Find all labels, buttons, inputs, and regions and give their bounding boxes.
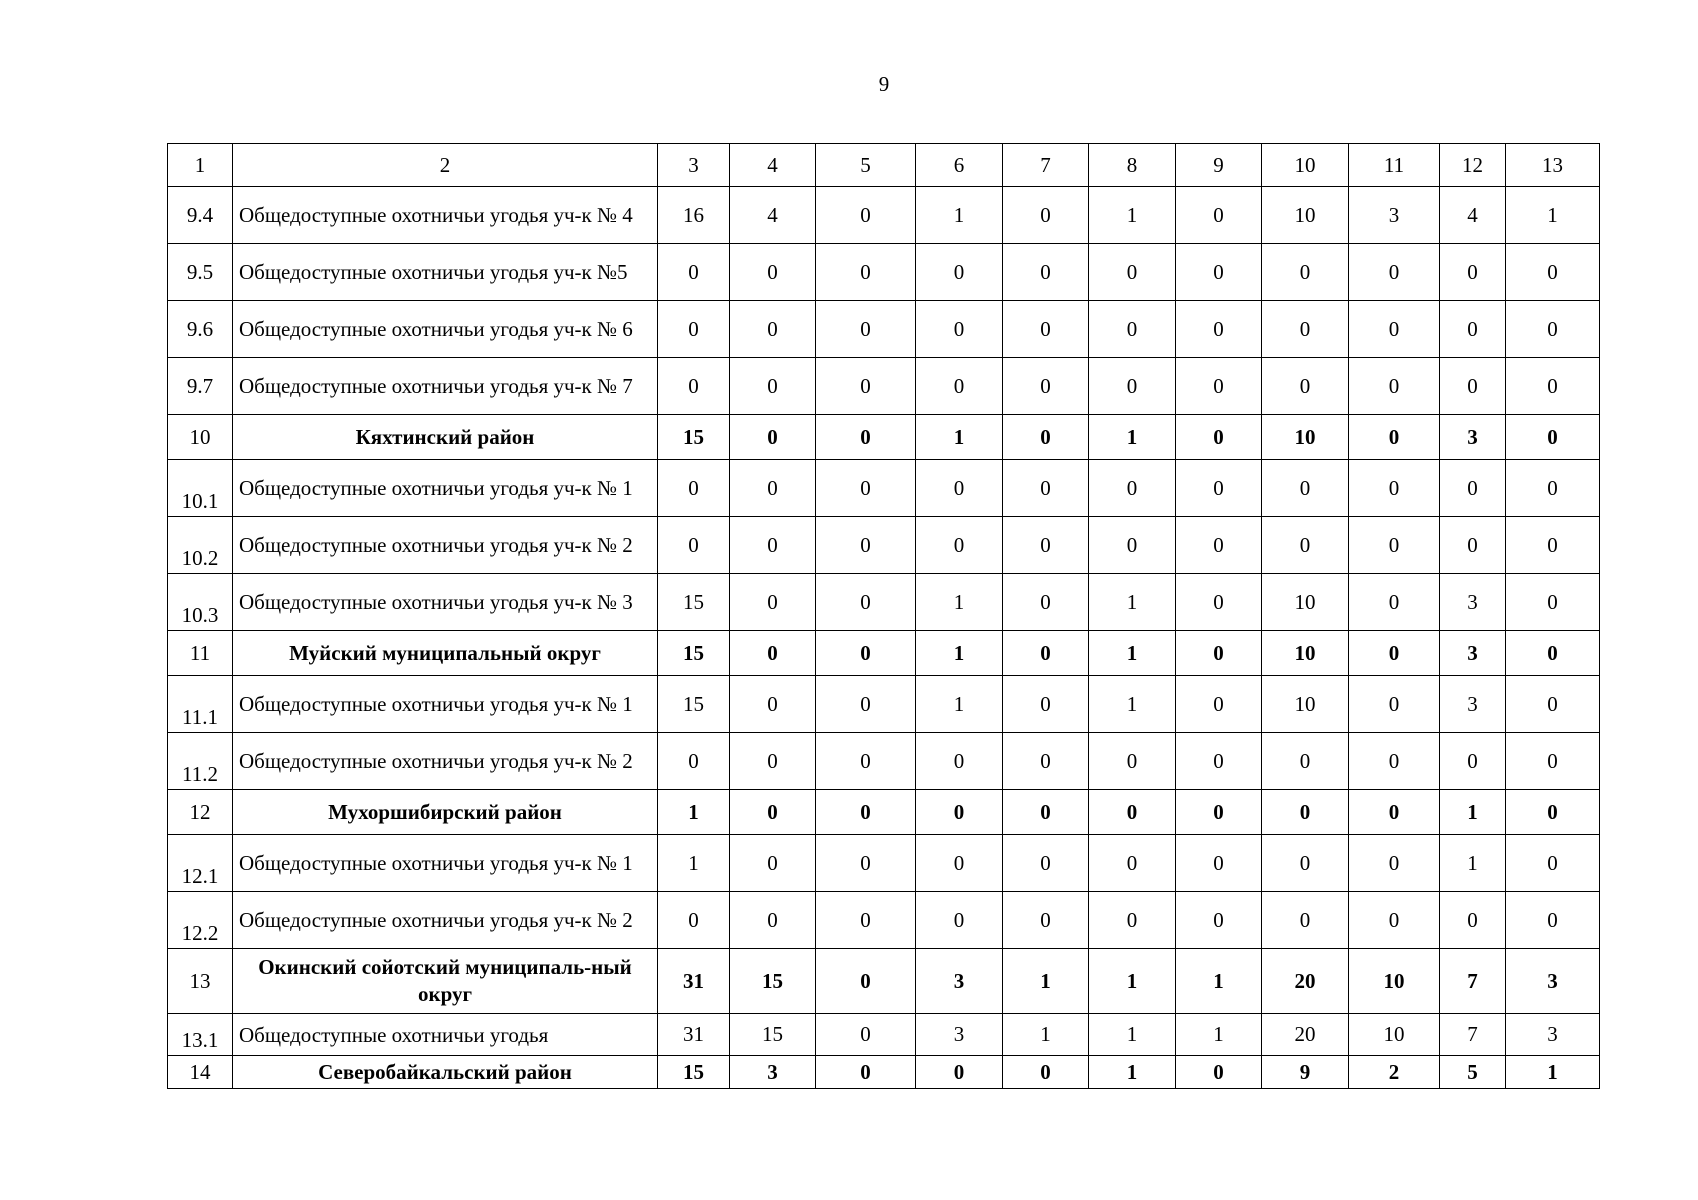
header-cell: 11: [1349, 144, 1440, 187]
value-cell: 0: [916, 460, 1003, 517]
value-cell: 0: [1089, 892, 1176, 949]
value-cell: 0: [1176, 187, 1262, 244]
value-cell: 4: [730, 187, 816, 244]
value-cell: 0: [1440, 358, 1506, 415]
value-cell: 0: [816, 1056, 916, 1089]
value-cell: 0: [1003, 790, 1089, 835]
row-name: Мухоршибирский район: [233, 790, 658, 835]
header-cell: 13: [1506, 144, 1600, 187]
value-cell: 0: [1003, 187, 1089, 244]
value-cell: 0: [816, 187, 916, 244]
value-cell: 0: [658, 733, 730, 790]
value-cell: 0: [658, 892, 730, 949]
value-cell: 0: [1506, 790, 1600, 835]
district-row: [168, 949, 1600, 1014]
row-number: 11: [168, 631, 233, 676]
page-number: 9: [878, 72, 890, 96]
value-cell: 0: [1349, 301, 1440, 358]
value-cell: 10: [1349, 949, 1440, 1014]
row-number: 9.6: [168, 301, 233, 358]
value-cell: 0: [1440, 301, 1506, 358]
value-cell: 20: [1262, 949, 1349, 1014]
table-row: [168, 1014, 1600, 1056]
row-number: 11.1: [168, 676, 233, 733]
header-cell: 12: [1440, 144, 1506, 187]
table-row: [168, 460, 1600, 517]
value-cell: 15: [658, 1056, 730, 1089]
value-cell: 0: [1176, 415, 1262, 460]
value-cell: 1: [916, 574, 1003, 631]
value-cell: 10: [1262, 631, 1349, 676]
value-cell: 0: [1349, 574, 1440, 631]
table-row: [168, 574, 1600, 631]
value-cell: 0: [1440, 517, 1506, 574]
value-cell: 0: [1506, 835, 1600, 892]
value-cell: 0: [1262, 358, 1349, 415]
value-cell: 0: [1262, 460, 1349, 517]
value-cell: 0: [1176, 790, 1262, 835]
value-cell: 3: [916, 949, 1003, 1014]
value-cell: 0: [1349, 358, 1440, 415]
table-row: [168, 187, 1600, 244]
row-name: Муйский муниципальный округ: [233, 631, 658, 676]
table-row: [168, 835, 1600, 892]
value-cell: 0: [1176, 301, 1262, 358]
row-name: Общедоступные охотничьи угодья уч-к № 7: [233, 358, 658, 415]
value-cell: 0: [916, 790, 1003, 835]
value-cell: 0: [1262, 892, 1349, 949]
value-cell: 3: [730, 1056, 816, 1089]
value-cell: 0: [1089, 835, 1176, 892]
value-cell: 0: [1176, 574, 1262, 631]
value-cell: 0: [1262, 517, 1349, 574]
value-cell: 0: [658, 460, 730, 517]
value-cell: 15: [658, 631, 730, 676]
value-cell: 1: [1089, 1056, 1176, 1089]
value-cell: 3: [1506, 1014, 1600, 1056]
value-cell: 10: [1262, 574, 1349, 631]
value-cell: 0: [1506, 244, 1600, 301]
value-cell: 1: [1089, 1014, 1176, 1056]
value-cell: 0: [1003, 244, 1089, 301]
district-row: [168, 1056, 1600, 1089]
row-name: Общедоступные охотничьи угодья уч-к № 2: [233, 892, 658, 949]
value-cell: 0: [1176, 358, 1262, 415]
value-cell: 0: [1506, 460, 1600, 517]
row-name: Кяхтинский район: [233, 415, 658, 460]
value-cell: 0: [816, 631, 916, 676]
value-cell: 3: [1440, 415, 1506, 460]
value-cell: 0: [1003, 574, 1089, 631]
value-cell: 0: [1349, 460, 1440, 517]
row-name: Общедоступные охотничьи угодья: [233, 1014, 658, 1056]
value-cell: 0: [1349, 676, 1440, 733]
value-cell: 10: [1262, 187, 1349, 244]
value-cell: 1: [658, 790, 730, 835]
value-cell: 0: [1089, 358, 1176, 415]
value-cell: 0: [1506, 574, 1600, 631]
value-cell: 0: [816, 892, 916, 949]
value-cell: 0: [1506, 631, 1600, 676]
value-cell: 0: [1506, 358, 1600, 415]
value-cell: 10: [1262, 415, 1349, 460]
value-cell: 0: [816, 460, 916, 517]
value-cell: 15: [658, 574, 730, 631]
value-cell: 0: [1349, 790, 1440, 835]
table-row: [168, 676, 1600, 733]
value-cell: 0: [730, 790, 816, 835]
value-cell: 9: [1262, 1056, 1349, 1089]
row-number: 10.3: [168, 574, 233, 631]
value-cell: 0: [1440, 892, 1506, 949]
value-cell: 15: [658, 415, 730, 460]
row-number: 13.1: [168, 1014, 233, 1056]
header-cell: 1: [168, 144, 233, 187]
value-cell: 0: [816, 517, 916, 574]
value-cell: 0: [1176, 517, 1262, 574]
value-cell: 7: [1440, 949, 1506, 1014]
value-cell: 0: [1506, 676, 1600, 733]
row-name: Общедоступные охотничьи угодья уч-к № 2: [233, 517, 658, 574]
value-cell: 1: [1506, 187, 1600, 244]
value-cell: 0: [1506, 733, 1600, 790]
value-cell: 0: [730, 460, 816, 517]
value-cell: 0: [816, 1014, 916, 1056]
header-cell: 10: [1262, 144, 1349, 187]
row-name: Окинский сойотский муниципаль-ный округ: [233, 949, 658, 1014]
value-cell: 0: [658, 244, 730, 301]
value-cell: 0: [816, 733, 916, 790]
table-body: [168, 144, 1600, 1089]
value-cell: 3: [1440, 574, 1506, 631]
value-cell: 0: [1349, 244, 1440, 301]
row-number: 9.7: [168, 358, 233, 415]
value-cell: 0: [1440, 733, 1506, 790]
value-cell: 0: [1003, 301, 1089, 358]
value-cell: 0: [1262, 733, 1349, 790]
value-cell: 0: [730, 244, 816, 301]
row-number: 14: [168, 1056, 233, 1089]
value-cell: 3: [1349, 187, 1440, 244]
value-cell: 0: [1003, 835, 1089, 892]
value-cell: 1: [916, 631, 1003, 676]
value-cell: 0: [816, 676, 916, 733]
value-cell: 0: [1349, 517, 1440, 574]
value-cell: 3: [1440, 631, 1506, 676]
value-cell: 0: [816, 574, 916, 631]
district-row: [168, 790, 1600, 835]
value-cell: 3: [916, 1014, 1003, 1056]
value-cell: 0: [816, 949, 916, 1014]
value-cell: 0: [1089, 517, 1176, 574]
value-cell: 0: [1262, 244, 1349, 301]
value-cell: 0: [816, 415, 916, 460]
value-cell: 15: [730, 1014, 816, 1056]
value-cell: 0: [816, 301, 916, 358]
value-cell: 1: [1440, 835, 1506, 892]
value-cell: 0: [1003, 631, 1089, 676]
value-cell: 20: [1262, 1014, 1349, 1056]
value-cell: 0: [1262, 835, 1349, 892]
value-cell: 0: [730, 892, 816, 949]
value-cell: 0: [1176, 892, 1262, 949]
value-cell: 0: [730, 574, 816, 631]
value-cell: 1: [1506, 1056, 1600, 1089]
row-name: Общедоступные охотничьи угодья уч-к № 3: [233, 574, 658, 631]
header-cell: 2: [233, 144, 658, 187]
value-cell: 5: [1440, 1056, 1506, 1089]
value-cell: 0: [1349, 835, 1440, 892]
value-cell: 0: [730, 358, 816, 415]
value-cell: 0: [730, 301, 816, 358]
value-cell: 0: [1003, 517, 1089, 574]
row-name: Общедоступные охотничьи угодья уч-к № 1: [233, 835, 658, 892]
table-row: [168, 517, 1600, 574]
row-number: 9.4: [168, 187, 233, 244]
row-name: Общедоступные охотничьи угодья уч-к № 2: [233, 733, 658, 790]
value-cell: 16: [658, 187, 730, 244]
value-cell: 0: [916, 244, 1003, 301]
header-cell: 7: [1003, 144, 1089, 187]
value-cell: 0: [1349, 733, 1440, 790]
value-cell: 0: [1089, 790, 1176, 835]
value-cell: 1: [916, 415, 1003, 460]
row-name: Общедоступные охотничьи угодья уч-к №5: [233, 244, 658, 301]
value-cell: 31: [658, 1014, 730, 1056]
district-row: [168, 415, 1600, 460]
row-number: 12.1: [168, 835, 233, 892]
row-number: 13: [168, 949, 233, 1014]
header-row: [168, 144, 1600, 187]
value-cell: 0: [1089, 733, 1176, 790]
value-cell: 0: [1262, 790, 1349, 835]
value-cell: 31: [658, 949, 730, 1014]
value-cell: 1: [1003, 1014, 1089, 1056]
table-row: [168, 358, 1600, 415]
value-cell: 0: [1506, 301, 1600, 358]
value-cell: 0: [816, 790, 916, 835]
value-cell: 0: [1089, 301, 1176, 358]
value-cell: 0: [916, 733, 1003, 790]
value-cell: 0: [1003, 415, 1089, 460]
value-cell: 0: [916, 358, 1003, 415]
header-cell: 4: [730, 144, 816, 187]
value-cell: 0: [730, 835, 816, 892]
value-cell: 0: [1506, 517, 1600, 574]
header-cell: 6: [916, 144, 1003, 187]
value-cell: 4: [1440, 187, 1506, 244]
value-cell: 1: [658, 835, 730, 892]
value-cell: 1: [1089, 574, 1176, 631]
value-cell: 0: [1176, 1056, 1262, 1089]
table-row: [168, 733, 1600, 790]
value-cell: 7: [1440, 1014, 1506, 1056]
value-cell: 0: [730, 733, 816, 790]
value-cell: 1: [1089, 415, 1176, 460]
value-cell: 0: [816, 358, 916, 415]
header-cell: 5: [816, 144, 916, 187]
value-cell: 0: [916, 1056, 1003, 1089]
value-cell: 0: [730, 415, 816, 460]
value-cell: 0: [658, 517, 730, 574]
data-table: [167, 143, 1600, 1089]
value-cell: 1: [1176, 949, 1262, 1014]
value-cell: 0: [1262, 301, 1349, 358]
value-cell: 0: [1176, 835, 1262, 892]
row-number: 9.5: [168, 244, 233, 301]
value-cell: 0: [1003, 733, 1089, 790]
row-number: 10.1: [168, 460, 233, 517]
value-cell: 1: [916, 676, 1003, 733]
value-cell: 1: [1089, 631, 1176, 676]
header-cell: 9: [1176, 144, 1262, 187]
value-cell: 2: [1349, 1056, 1440, 1089]
table-row: [168, 244, 1600, 301]
row-number: 12.2: [168, 892, 233, 949]
row-name: Общедоступные охотничьи угодья уч-к № 1: [233, 460, 658, 517]
row-name: Общедоступные охотничьи угодья уч-к № 4: [233, 187, 658, 244]
value-cell: 0: [1003, 358, 1089, 415]
value-cell: 0: [916, 835, 1003, 892]
value-cell: 1: [1176, 1014, 1262, 1056]
value-cell: 0: [1176, 631, 1262, 676]
value-cell: 0: [916, 517, 1003, 574]
value-cell: 0: [1003, 892, 1089, 949]
value-cell: 0: [816, 835, 916, 892]
value-cell: 1: [1089, 187, 1176, 244]
value-cell: 0: [1176, 460, 1262, 517]
row-number: 12: [168, 790, 233, 835]
value-cell: 0: [816, 244, 916, 301]
value-cell: 0: [730, 517, 816, 574]
value-cell: 0: [730, 676, 816, 733]
value-cell: 0: [658, 358, 730, 415]
header-cell: 3: [658, 144, 730, 187]
value-cell: 0: [658, 301, 730, 358]
value-cell: 0: [1440, 460, 1506, 517]
value-cell: 1: [1003, 949, 1089, 1014]
value-cell: 0: [1506, 415, 1600, 460]
value-cell: 0: [1176, 244, 1262, 301]
value-cell: 0: [1349, 892, 1440, 949]
value-cell: 0: [1089, 460, 1176, 517]
value-cell: 15: [658, 676, 730, 733]
value-cell: 0: [1003, 1056, 1089, 1089]
value-cell: 0: [1176, 733, 1262, 790]
value-cell: 1: [1089, 949, 1176, 1014]
value-cell: 0: [1506, 892, 1600, 949]
value-cell: 0: [1089, 244, 1176, 301]
value-cell: 0: [916, 892, 1003, 949]
value-cell: 10: [1349, 1014, 1440, 1056]
value-cell: 0: [1003, 460, 1089, 517]
value-cell: 0: [1440, 244, 1506, 301]
row-name: Общедоступные охотничьи угодья уч-к № 1: [233, 676, 658, 733]
row-number: 10.2: [168, 517, 233, 574]
value-cell: 1: [916, 187, 1003, 244]
value-cell: 0: [1176, 676, 1262, 733]
row-number: 10: [168, 415, 233, 460]
value-cell: 0: [916, 301, 1003, 358]
value-cell: 1: [1440, 790, 1506, 835]
table-row: [168, 301, 1600, 358]
row-number: 11.2: [168, 733, 233, 790]
row-name: Северобайкальский район: [233, 1056, 658, 1089]
district-row: [168, 631, 1600, 676]
row-name: Общедоступные охотничьи угодья уч-к № 6: [233, 301, 658, 358]
value-cell: 3: [1506, 949, 1600, 1014]
value-cell: 15: [730, 949, 816, 1014]
value-cell: 0: [1349, 415, 1440, 460]
value-cell: 0: [730, 631, 816, 676]
value-cell: 0: [1349, 631, 1440, 676]
value-cell: 3: [1440, 676, 1506, 733]
value-cell: 0: [1003, 676, 1089, 733]
header-cell: 8: [1089, 144, 1176, 187]
table-row: [168, 892, 1600, 949]
value-cell: 10: [1262, 676, 1349, 733]
value-cell: 1: [1089, 676, 1176, 733]
